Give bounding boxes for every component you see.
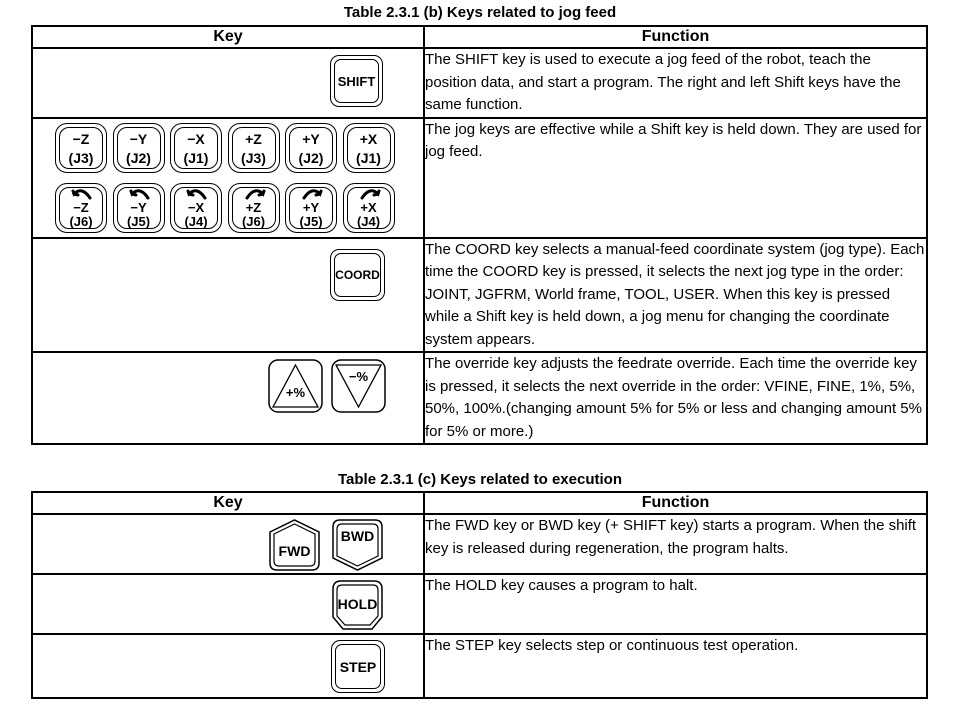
- function-text: The STEP key selects step or continuous test operation.: [424, 634, 927, 698]
- jog-joint-label: (J5): [299, 213, 323, 229]
- bwd-key-shape: [331, 518, 384, 572]
- override-up-key[interactable]: +%: [268, 359, 323, 413]
- jog-key-linear-2[interactable]: [113, 123, 165, 173]
- jog-axis-label: +Y: [302, 130, 320, 147]
- execution-keys-table: [31, 491, 928, 699]
- jog-key-linear-6[interactable]: [343, 123, 395, 173]
- jog-joint-label: (J1): [183, 149, 209, 166]
- jog-key-rotary-4[interactable]: [228, 183, 280, 233]
- jog-key-rotary-3[interactable]: [170, 183, 222, 233]
- jog-joint-label: (J4): [184, 213, 208, 229]
- table-header-row: [32, 26, 927, 48]
- fwd-key[interactable]: FWD: [268, 518, 321, 572]
- key-cell: [32, 514, 424, 574]
- function-text: The override key adjusts the feedrate override. Each time the override key is pressed, it selects the next override in the order: VFINE, FINE, 1%, 5%, 50%, 100%.(changing amount 5% for 5% or less and changing amount 5% for 5% or more.): [424, 352, 927, 444]
- function-text: The SHIFT key is used to execute a jog feed of the robot, teach the position data, and start a program. The right and left Shift keys have the same function.: [424, 48, 927, 118]
- jog-joint-label: (J6): [69, 213, 93, 229]
- step-key[interactable]: STEP: [331, 640, 385, 693]
- function-text: The FWD key or BWD key (+ SHIFT key) starts a program. When the shift key is released during regeneration, the program halts.: [424, 514, 927, 574]
- table-header-row: [32, 492, 927, 514]
- key-cell: [32, 118, 424, 238]
- jog-axis-label: +Y: [302, 199, 320, 215]
- rotation-arrow-icon: [358, 186, 382, 200]
- override-down-icon: [331, 359, 386, 413]
- jog-key-rotary-5[interactable]: [285, 183, 337, 233]
- table-b-caption: Table 2.3.1 (b) Keys related to jog feed: [343, 4, 617, 21]
- coord-key[interactable]: COORD: [330, 249, 385, 301]
- table-row: [32, 238, 927, 353]
- rotation-arrow-icon: [243, 186, 267, 200]
- jog-axis-label: +X: [359, 130, 378, 147]
- jog-axis-label: −Z: [73, 199, 89, 215]
- rotation-arrow-icon: [300, 186, 324, 200]
- function-text: The jog keys are effective while a Shift key is held down. They are used for jog feed.: [424, 118, 927, 238]
- jog-axis-label: +Z: [245, 199, 262, 215]
- hold-key[interactable]: HOLD: [331, 579, 384, 631]
- jog-joint-label: (J3): [68, 149, 94, 166]
- shift-key[interactable]: SHIFT: [330, 55, 383, 107]
- jog-axis-label: −Y: [130, 199, 147, 215]
- jog-joint-label: (J5): [126, 213, 151, 229]
- jog-axis-label: +X: [360, 199, 377, 215]
- rotation-arrow-icon: [70, 186, 94, 200]
- jog-axis-label: −Y: [129, 130, 148, 147]
- jog-axis-label: −Z: [72, 130, 90, 147]
- key-column-header: Key: [32, 492, 424, 514]
- jog-joint-label: (J4): [356, 213, 381, 229]
- jog-axis-label: +Z: [245, 130, 262, 147]
- table-row: [32, 514, 927, 574]
- key-cell: [32, 574, 424, 634]
- override-down-key[interactable]: −%: [331, 359, 386, 413]
- jog-key-rotary-2[interactable]: [113, 183, 165, 233]
- jog-key-rotary-1[interactable]: [55, 183, 107, 233]
- jog-key-rotary-6[interactable]: [343, 183, 395, 233]
- key-cell: [32, 238, 424, 353]
- jog-axis-label: −X: [187, 130, 205, 147]
- table-row: [32, 352, 927, 444]
- bwd-key[interactable]: BWD: [331, 518, 384, 572]
- function-column-header: Function: [424, 492, 927, 514]
- jog-key-linear-3[interactable]: [170, 123, 222, 173]
- key-cell: [32, 352, 424, 444]
- table-row: [32, 48, 927, 118]
- rotation-arrow-icon: [128, 186, 152, 200]
- jog-axis-label: −X: [187, 199, 205, 215]
- jog-joint-label: (J2): [126, 149, 151, 166]
- jog-key-linear-1[interactable]: [55, 123, 107, 173]
- key-column-header: Key: [32, 26, 424, 48]
- jog-joint-label: (J1): [356, 149, 381, 166]
- jog-key-linear-5[interactable]: [285, 123, 337, 173]
- table-row: [32, 634, 927, 698]
- table-row: [32, 118, 927, 238]
- jog-joint-label: (J6): [241, 213, 266, 229]
- key-cell: [32, 634, 424, 698]
- table-row: [32, 574, 927, 634]
- jog-feed-keys-table: [31, 25, 928, 445]
- jog-joint-label: (J2): [298, 149, 324, 166]
- jog-key-linear-4[interactable]: [228, 123, 280, 173]
- rotation-arrow-icon: [185, 186, 209, 200]
- table-c-caption: Table 2.3.1 (c) Keys related to execution: [338, 471, 622, 488]
- jog-joint-label: (J3): [241, 149, 266, 166]
- function-text: The HOLD key causes a program to halt.: [424, 574, 927, 634]
- function-column-header: Function: [424, 26, 927, 48]
- key-cell: [32, 48, 424, 118]
- function-text: The COORD key selects a manual-feed coordinate system (jog type). Each time the COORD key is pressed, it selects the next jog type in the order: JOINT, JGFRM, World frame, TOOL, USER. When this key is pressed while a Shift key is held down, a jog menu for changing the coordinate system appears.: [424, 238, 927, 353]
